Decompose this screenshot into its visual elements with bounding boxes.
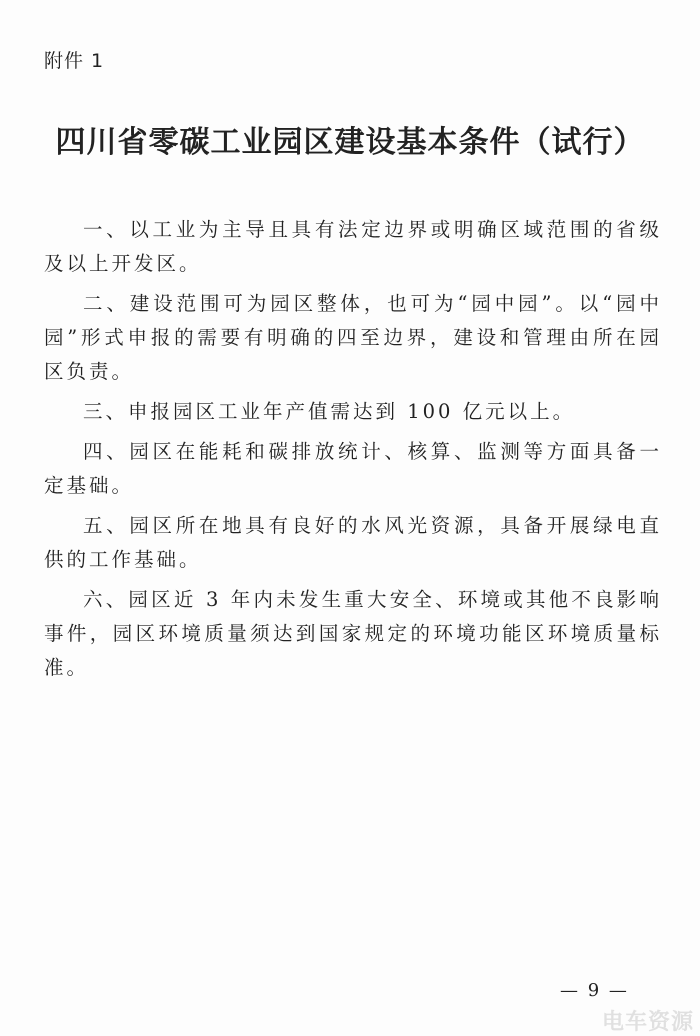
paragraph-1: 一、以工业为主导且具有法定边界或明确区域范围的省级及以上开发区。 <box>44 218 662 275</box>
document-title: 四川省零碳工业园区建设基本条件（试行） <box>55 125 645 160</box>
paragraph-3: 三、申报园区工业年产值需达到 100 亿元以上。 <box>83 400 576 423</box>
watermark: 电车资源 <box>601 1010 694 1035</box>
paragraph-6: 六、园区近 3 年内未发生重大安全、环境或其他不良影响事件，园区环境质量须达到国家规定的环境功能区环境质量标准。 <box>44 588 662 679</box>
attachment-label: 附件 1 <box>44 50 105 72</box>
paragraph-2: 二、建设范围可为园区整体，也可为“园中园”。以“园中园”形式申报的需要有明确的四至边界，建设和管理由所在园区负责。 <box>44 292 662 383</box>
page-number: — 9 — <box>560 980 629 1001</box>
paragraph-5: 五、园区所在地具有良好的水风光资源，具备开展绿电直供的工作基础。 <box>44 514 662 571</box>
document-body <box>44 213 662 691</box>
paragraph-4: 四、园区在能耗和碳排放统计、核算、监测等方面具备一定基础。 <box>44 440 662 497</box>
